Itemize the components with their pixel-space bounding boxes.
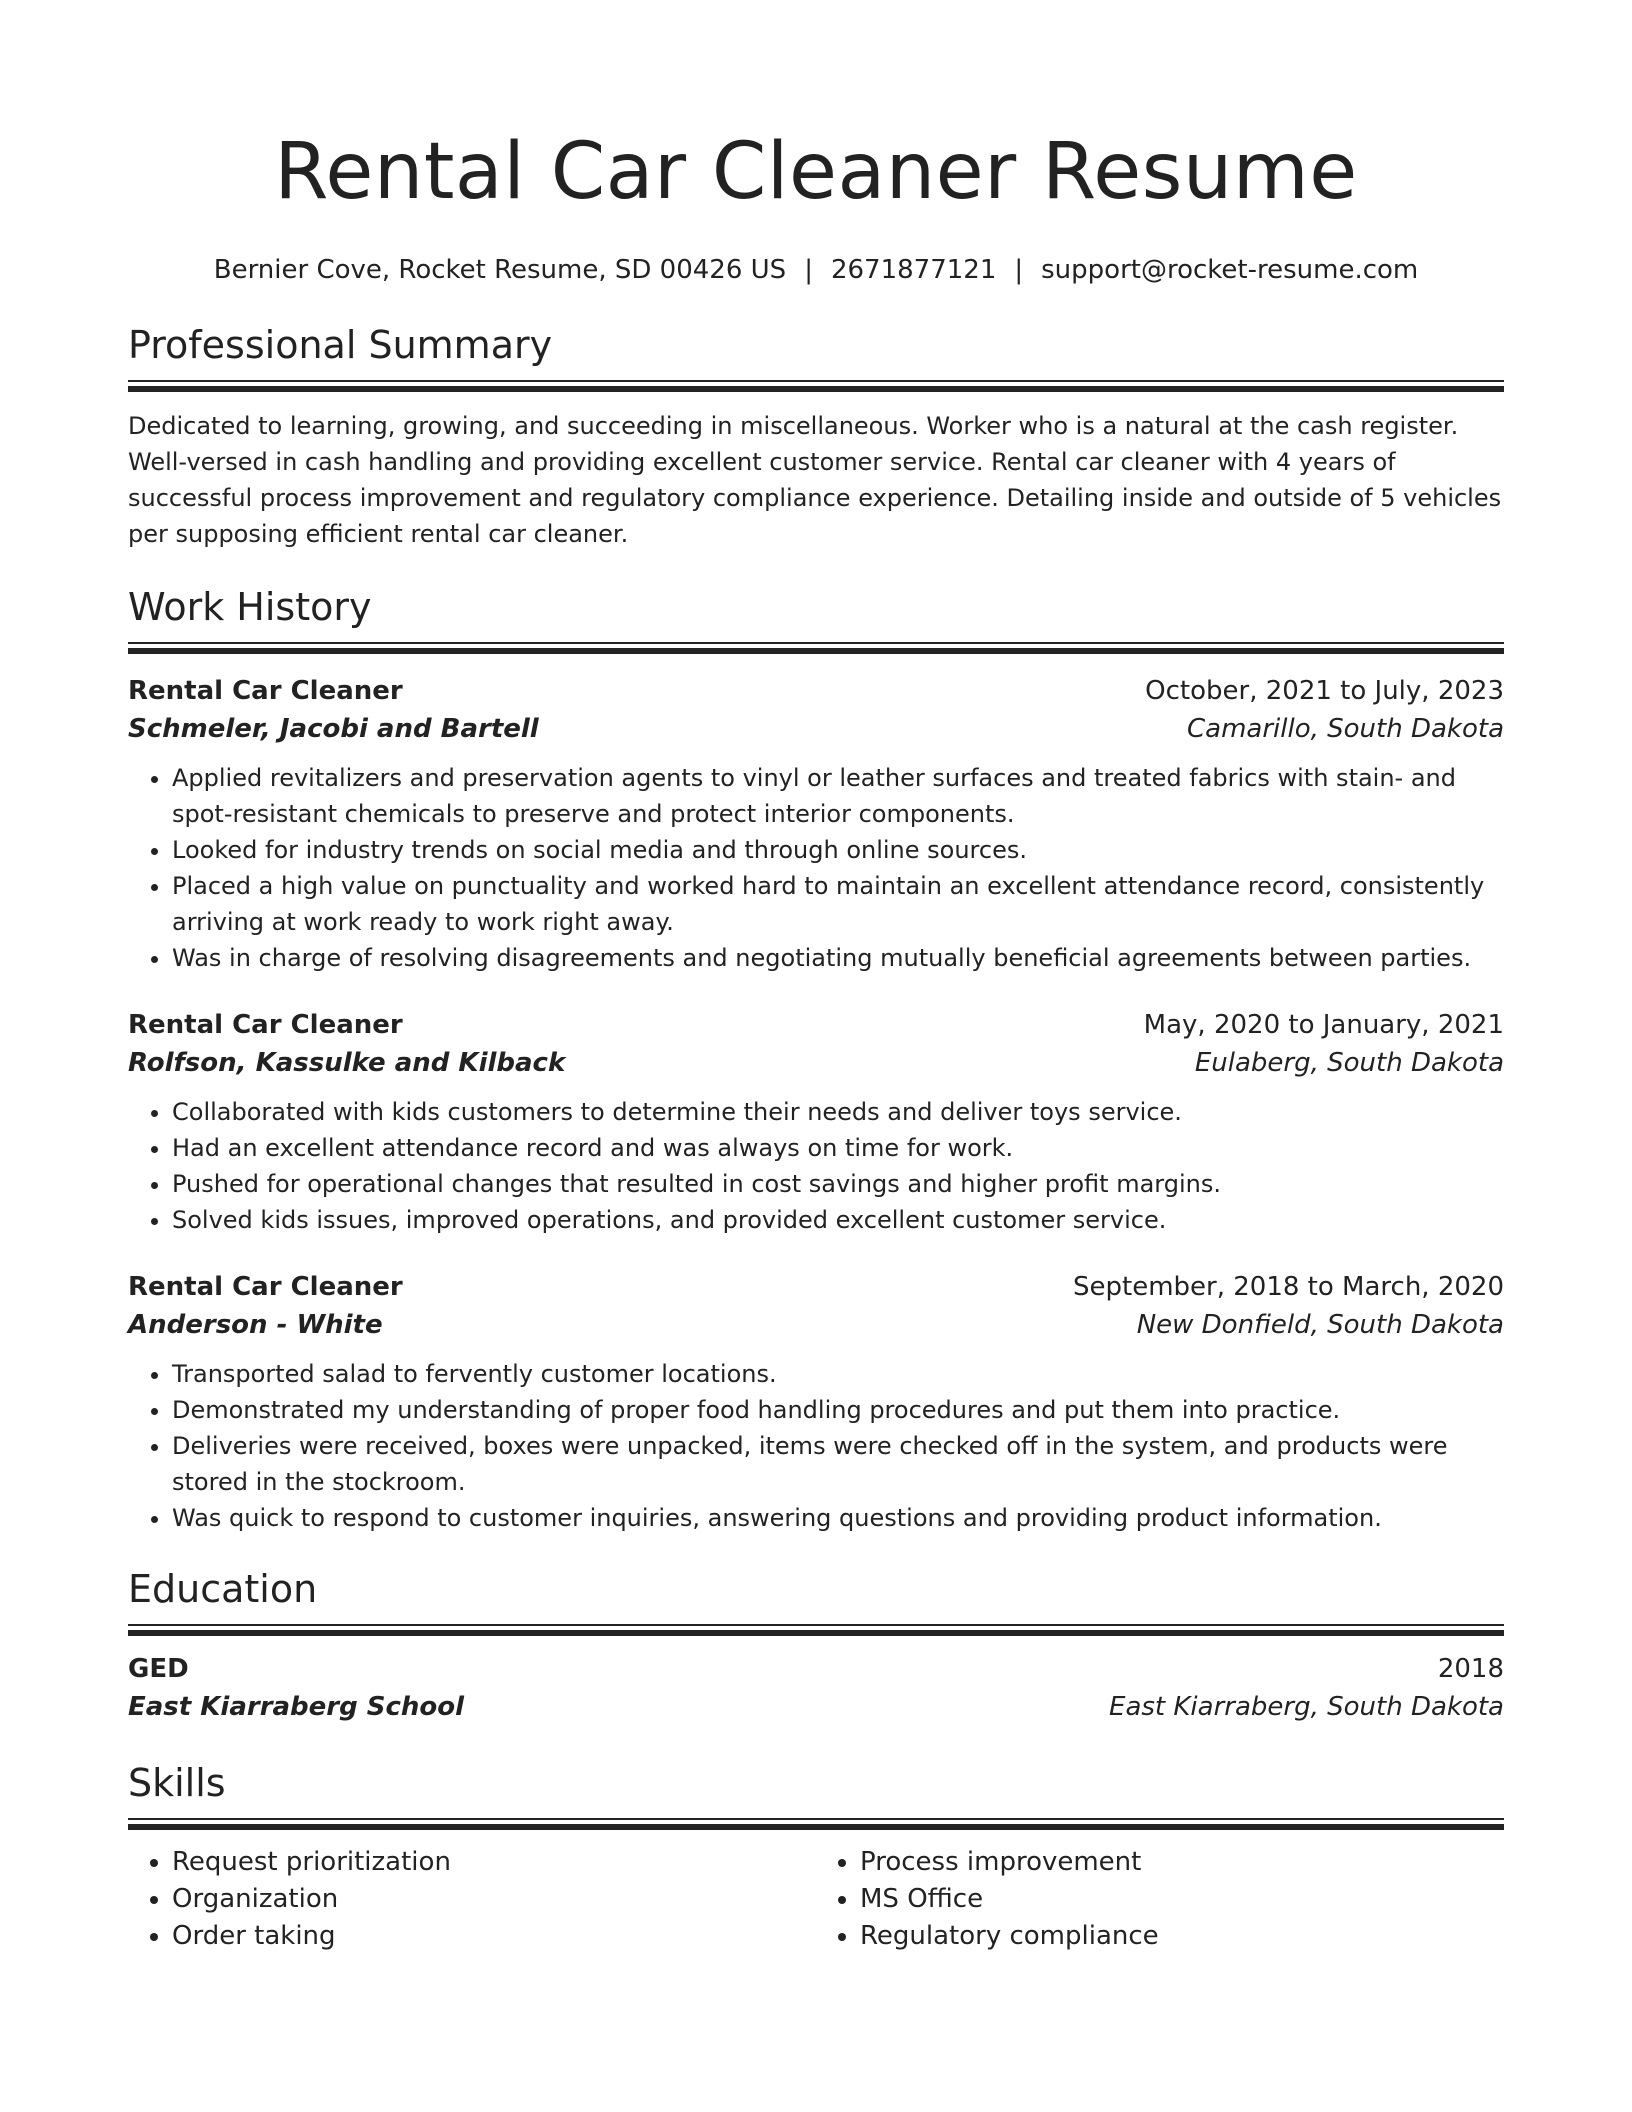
section-divider — [128, 642, 1504, 654]
job-entry — [128, 1006, 1504, 1238]
contact-address: Bernier Cove, Rocket Resume, SD 00426 US — [213, 255, 787, 285]
skills-list-left — [128, 1844, 816, 1955]
section-divider — [128, 1818, 1504, 1830]
section-divider — [128, 1624, 1504, 1636]
job-employer: Anderson - White — [128, 1310, 383, 1340]
skill-item: • Process improvement — [860, 1844, 1504, 1881]
education-section — [128, 1566, 1504, 1726]
bullet-item: • Placed a high value on punctuality and worked hard to maintain an excellent attendance record, consistently arriving at work ready to work right away. — [172, 868, 1504, 940]
skills-columns — [128, 1830, 1504, 1955]
skill-item: • Request prioritization — [172, 1844, 816, 1881]
job-title: Rental Car Cleaner — [128, 1010, 403, 1040]
education-degree: GED — [128, 1654, 189, 1684]
job-entry — [128, 672, 1504, 976]
bullet-item: • Collaborated with kids customers to determine their needs and deliver toys service. — [172, 1094, 1504, 1130]
contact-separator: | — [1014, 255, 1024, 285]
skills-list-right — [816, 1844, 1504, 1955]
contact-separator: | — [804, 255, 813, 285]
job-location: New Donfield, South Dakota — [1136, 1310, 1504, 1340]
bullet-item: • Was in charge of resolving disagreements and negotiating mutually beneficial agreements between parties. — [172, 940, 1504, 976]
bullet-item: • Transported salad to fervently customer locations. — [172, 1356, 1504, 1392]
section-divider — [128, 380, 1504, 392]
job-dates: September, 2018 to March, 2020 — [1073, 1272, 1504, 1302]
job-bullets — [128, 1356, 1504, 1536]
bullet-item: • Demonstrated my understanding of proper food handling procedures and put them into practice. — [172, 1392, 1504, 1428]
education-location: East Kiarraberg, South Dakota — [1109, 1692, 1504, 1722]
resume-title: Rental Car Cleaner Resume — [274, 127, 1358, 217]
education-heading: Education — [128, 1567, 318, 1611]
contact-phone: 2671877121 — [830, 255, 997, 285]
summary-text: Dedicated to learning, growing, and succeeding in miscellaneous. Worker who is a natural at the cash register. Well-versed in cash handling and providing excellent customer service. Rental car cleaner with 4 years of successful process improvement and regulatory compliance experience. Detailing inside and outside of 5 vehicles per supposing efficient rental car cleaner. — [128, 412, 1502, 548]
contact-email: support@rocket-resume.com — [1041, 255, 1419, 285]
job-title: Rental Car Cleaner — [128, 676, 403, 706]
job-title: Rental Car Cleaner — [128, 1272, 403, 1302]
job-location: Camarillo, South Dakota — [1186, 714, 1504, 744]
education-year: 2018 — [1437, 1654, 1504, 1684]
job-bullets — [128, 760, 1504, 976]
summary-heading: Professional Summary — [128, 323, 553, 367]
bullet-item: • Had an excellent attendance record and was always on time for work. — [172, 1130, 1504, 1166]
skill-item: • Organization — [172, 1881, 816, 1918]
bullet-item: • Was quick to respond to customer inquiries, answering questions and providing product information. — [172, 1500, 1504, 1536]
job-dates: May, 2020 to January, 2021 — [1143, 1010, 1504, 1040]
work-history-heading: Work History — [128, 585, 372, 629]
job-entry — [128, 1268, 1504, 1536]
bullet-item: • Solved kids issues, improved operations, and provided excellent customer service. — [172, 1202, 1504, 1238]
bullet-item: • Looked for industry trends on social media and through online sources. — [172, 832, 1504, 868]
contact-line — [128, 254, 1504, 286]
skill-item: • MS Office — [860, 1881, 1504, 1918]
skills-heading: Skills — [128, 1761, 226, 1805]
summary-section — [128, 322, 1504, 552]
job-location: Eulaberg, South Dakota — [1194, 1048, 1504, 1078]
skill-item: • Order taking — [172, 1918, 816, 1955]
bullet-item: • Applied revitalizers and preservation agents to vinyl or leather surfaces and treated fabrics with stain- and spot-resistant chemicals to preserve and protect interior components. — [172, 760, 1504, 832]
job-employer: Rolfson, Kassulke and Kilback — [128, 1048, 566, 1078]
work-history-section — [128, 584, 1504, 1536]
skills-section — [128, 1760, 1504, 1955]
job-employer: Schmeler, Jacobi and Bartell — [128, 714, 539, 744]
bullet-item: • Pushed for operational changes that resulted in cost savings and higher profit margins. — [172, 1166, 1504, 1202]
job-dates: October, 2021 to July, 2023 — [1145, 676, 1504, 706]
bullet-item: • Deliveries were received, boxes were unpacked, items were checked off in the system, and products were stored in the stockroom. — [172, 1428, 1504, 1500]
job-bullets — [128, 1094, 1504, 1238]
skill-item: • Regulatory compliance — [860, 1918, 1504, 1955]
education-school: East Kiarraberg School — [128, 1692, 465, 1722]
